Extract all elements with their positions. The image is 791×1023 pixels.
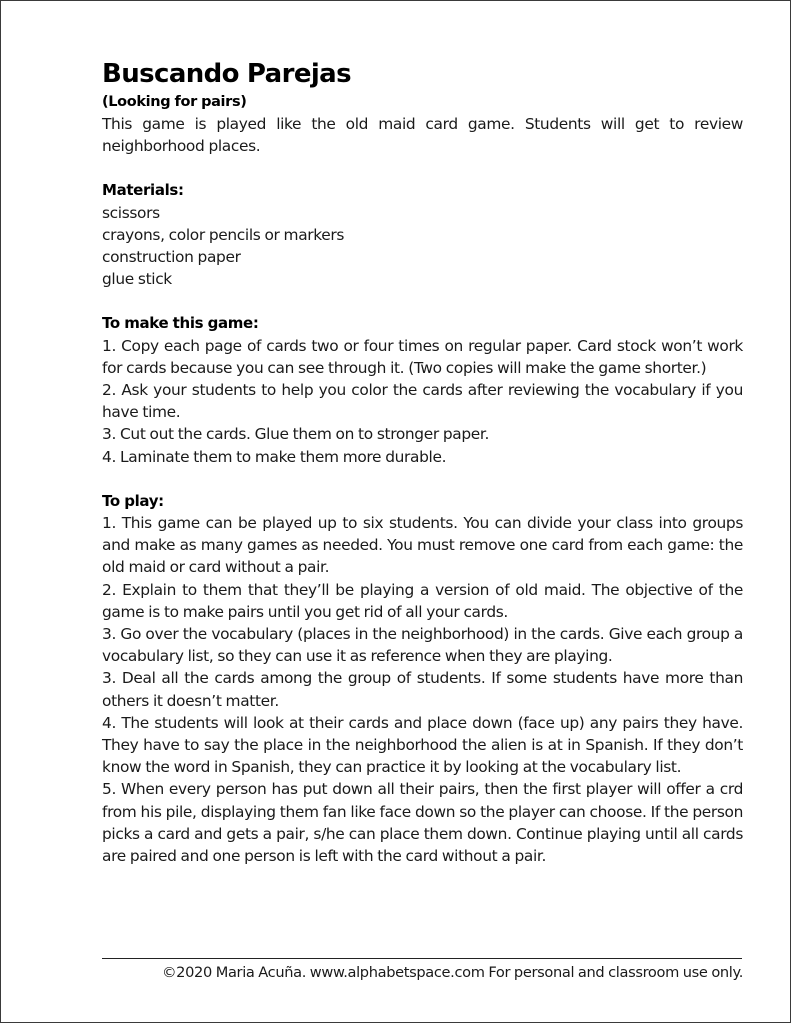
page-subtitle: (Looking for pairs): [102, 94, 247, 110]
spacer: [102, 157, 743, 179]
to-play-step: 3. Go over the vocabulary (places in the neighborhood) in the cards. Give each group a vocabulary list, so they can use it as reference when they are playing.: [102, 625, 743, 666]
materials-item: construction paper: [102, 248, 241, 267]
page-title: Buscando Parejas: [102, 59, 351, 89]
intro-paragraph: This game is played like the old maid card game. Students will get to review neighborhood places.: [102, 115, 743, 156]
to-play-step: 5. When every person has put down all their pairs, then the first player will offer a crd from his pile, displaying them fan like face down so the player can choose. If the person picks a card and gets a pair, s/he can place them down. Continue playing until all cards are paired and one person is left with the card without a pair.: [102, 780, 743, 866]
footer-copyright: ©2020 Maria Acuña. www.alphabetspace.com For personal and classroom use only.: [161, 964, 743, 981]
to-play-heading: To play:: [102, 491, 164, 510]
spacer: [102, 290, 743, 312]
materials-item: glue stick: [102, 270, 172, 289]
spacer: [102, 468, 743, 490]
to-play-step: 1. This game can be played up to six students. You can divide your class into groups and make as many games as needed. You must remove one card from each game: the old maid or card without a pair.: [102, 514, 743, 577]
materials-item: crayons, color pencils or markers: [102, 225, 345, 244]
materials-item: scissors: [102, 203, 160, 222]
make-game-heading: To make this game:: [102, 314, 259, 333]
document-content: [102, 57, 743, 867]
make-game-step: 3. Cut out the cards. Glue them on to stronger paper.: [102, 425, 490, 444]
make-game-step: 2. Ask your students to help you color the cards after reviewing the vocabulary if you have time.: [102, 381, 743, 422]
to-play-step: 2. Explain to them that they’ll be playing a version of old maid. The objective of the game is to make pairs until you get rid of all your cards.: [102, 580, 743, 621]
make-game-section: [102, 312, 743, 467]
make-game-step: 1. Copy each page of cards two or four times on regular paper. Card stock won’t work for cards because you can see through it. (Two copies will make the game shorter.): [102, 336, 743, 377]
materials-heading: Materials:: [102, 181, 184, 200]
make-game-step: 4. Laminate them to make them more durable.: [102, 447, 447, 466]
footer-divider: [102, 958, 742, 959]
materials-section: [102, 179, 743, 290]
to-play-section: [102, 490, 743, 867]
to-play-step: 4. The students will look at their cards and place down (face up) any pairs they have. They have to say the place in the neighborhood the alien is at in Spanish. If they don’t know the word in Spanish, they can practice it by looking at the vocabulary list.: [102, 713, 743, 777]
to-play-step: 3. Deal all the cards among the group of students. If some students have more than others it doesn’t matter.: [102, 669, 743, 710]
